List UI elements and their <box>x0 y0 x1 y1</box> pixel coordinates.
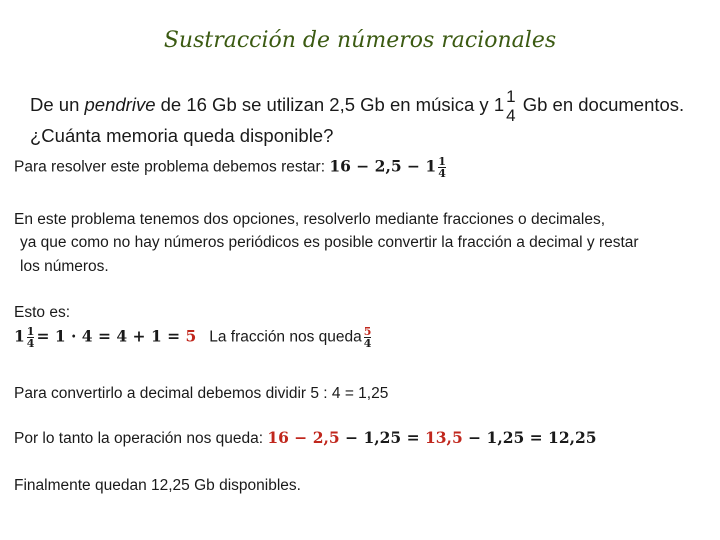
fraction-numerator: 5 <box>363 325 372 338</box>
options-line-1: En este problema tenemos dos opciones, resolverlo mediante fracciones o decimales, <box>14 211 606 228</box>
fraction-conversion <box>14 326 373 349</box>
operation-text: Por lo tanto la operación nos queda: <box>14 430 268 447</box>
step-subtract-fraction <box>438 156 446 179</box>
final-answer: Finalmente quedan 12,25 Gb disponibles. <box>14 477 301 494</box>
fraction-denominator: 4 <box>438 167 446 180</box>
problem-line-2: ¿Cuánta memoria queda disponible? <box>30 125 334 146</box>
fraction-denominator: 4 <box>506 106 516 125</box>
problem-text-middle: de 16 Gb se utilizan 2,5 Gb en música y <box>155 93 494 115</box>
conversion-expression: = 1 · 4 = 4 + 1 = <box>36 326 186 346</box>
conversion-text: La fracción nos queda <box>209 328 362 346</box>
fraction-denominator: 4 <box>26 337 35 350</box>
problem-statement <box>30 88 710 149</box>
step-subtract-expression: 16 − 2,5 − 1 <box>329 156 437 176</box>
operation-part-2: − 1,25 = <box>339 428 425 447</box>
operation-part-3: 13,5 <box>424 428 463 447</box>
options-line-2: ya que como no hay números periódicos es posible convertir la fracción a decimal y restar <box>20 234 639 251</box>
problem-italic-word: pendrive <box>84 93 156 115</box>
conversion-result: 5 <box>185 326 197 346</box>
fraction-numerator: 1 <box>26 325 35 338</box>
fraction-numerator: 1 <box>506 87 516 106</box>
problem-text-start: De un <box>30 93 85 115</box>
slide-title: Sustracción de números racionales <box>163 28 557 53</box>
esto-label: Esto es: <box>14 304 70 321</box>
decimal-conversion: Para convertirlo a decimal debemos dividir 5 : 4 = 1,25 <box>14 385 389 402</box>
fraction-denominator: 4 <box>363 337 372 350</box>
fraction-numerator: 1 <box>438 155 446 168</box>
mixed-fraction <box>506 88 515 124</box>
step-subtract-text: Para resolver este problema debemos restar: <box>14 158 330 176</box>
conversion-fraction <box>27 326 35 349</box>
operation-part-1: 16 − 2,5 <box>267 428 340 447</box>
mixed-whole: 1 <box>493 93 505 115</box>
resulting-fraction <box>364 326 372 349</box>
conversion-whole: 1 <box>14 326 25 346</box>
operation-part-4: − 1,25 = 12,25 <box>462 428 597 447</box>
problem-line-1 <box>30 88 710 124</box>
options-line-3: los números. <box>20 258 109 275</box>
problem-text-end: Gb en documentos. <box>517 93 685 115</box>
operation-line <box>14 428 597 448</box>
step-subtract <box>14 156 448 179</box>
mixed-number <box>494 88 518 124</box>
